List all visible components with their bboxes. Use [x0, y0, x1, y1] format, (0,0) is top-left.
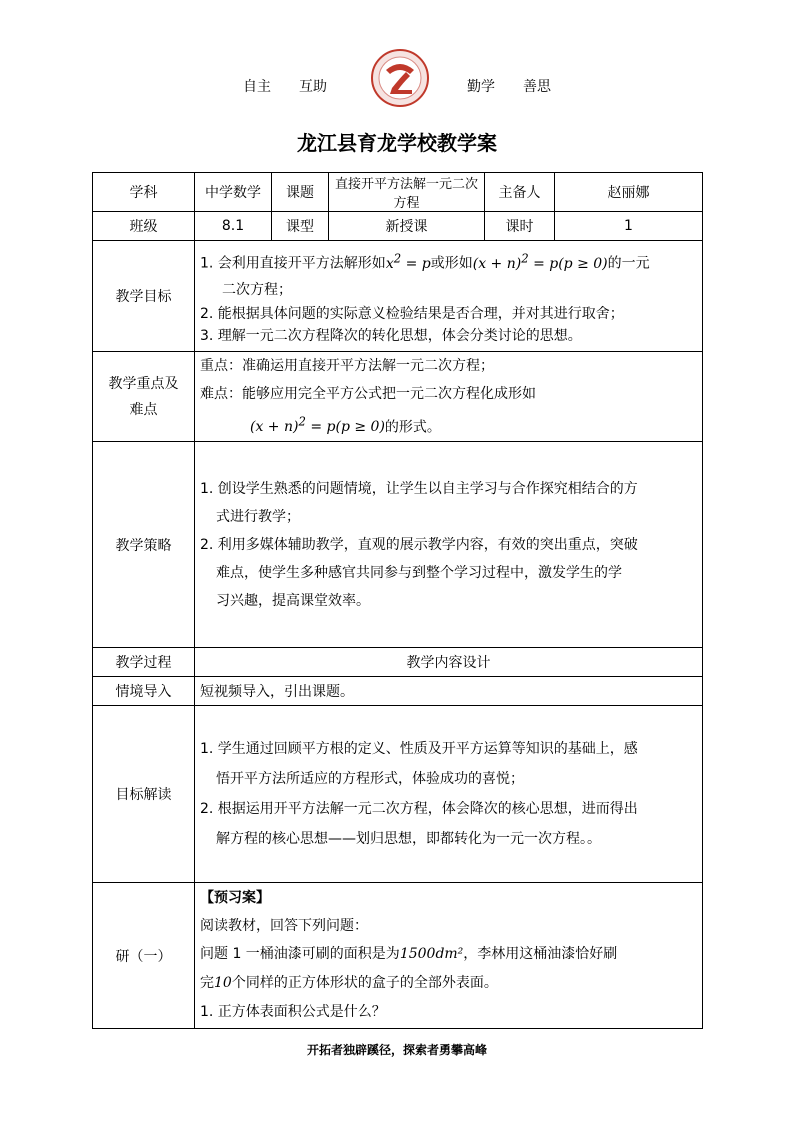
grade-value: 8.1 [195, 212, 272, 241]
strategy-line-2: 式进行教学； [216, 508, 300, 525]
header-motto-3: 勤学 [467, 79, 495, 95]
goal-line-1: 1. 会利用直接开平方法解形如$x^2 = p$或形如$(x + n)^2 = p(p \ge 0)$的一元 [200, 251, 650, 272]
goals-content [195, 241, 703, 352]
intro-label: 情境导入 [93, 677, 195, 706]
period-value: 1 [555, 212, 703, 241]
key-points-content [195, 351, 703, 442]
goal-line-1-cont: 二次方程； [222, 281, 292, 298]
strategy-line-1: 1. 创设学生熟悉的问题情境，让学生以自主学习与合作探究相结合的方 [200, 480, 638, 497]
footer-motto: 开拓者独辟蹊径，探索者勇攀高峰 [306, 1043, 487, 1057]
study-line-1: 阅读教材，回答下列问题： [200, 918, 368, 935]
school-seal-icon [370, 48, 430, 108]
strategy-line-3: 2. 利用多媒体辅助教学，直观的展示教学内容，有效的突出重点，突破 [200, 536, 638, 553]
interpret-line-1: 1. 学生通过回顾平方根的定义、性质及开平方运算等知识的基础上，感 [200, 741, 638, 758]
equation-x2-eq-p: $x^2 = p$ [385, 251, 431, 272]
interpret-line-2: 悟开平方法所适应的方程形式，体验成功的喜悦； [216, 771, 524, 788]
process-label: 教学过程 [93, 648, 195, 677]
header-motto-4: 善思 [523, 79, 551, 95]
grade-label: 班级 [93, 212, 195, 241]
interpret-line-3: 2. 根据运用开平方法解一元二次方程，体会降次的核心思想，进而得出 [200, 801, 638, 818]
intro-row [93, 677, 703, 706]
interpret-content [195, 706, 703, 883]
strategy-line-5: 习兴趣，提高课堂效率。 [216, 592, 370, 609]
key-points-label: 教学重点及 难点 [93, 351, 195, 442]
key-line-3: $(x + n)^2 = p(p \ge 0)$的形式。 [250, 414, 441, 436]
interpret-label: 目标解读 [93, 706, 195, 883]
period-label: 课时 [485, 212, 555, 241]
strategy-row [93, 442, 703, 648]
lead-value: 赵丽娜 [555, 173, 703, 212]
goal-line-3: 3. 理解一元二次方程降次的转化思想，体会分类讨论的思想。 [200, 327, 582, 344]
type-label: 课型 [272, 212, 329, 241]
topic-label: 课题 [272, 173, 329, 212]
goal-line-2: 2. 能根据具体问题的实际意义检验结果是否合理，并对其进行取舍； [200, 305, 624, 322]
goals-row [93, 241, 703, 352]
interpret-line-4: 解方程的核心思想——划归思想，即都转化为一元一次方程。。 [216, 831, 601, 848]
type-value: 新授课 [329, 212, 485, 241]
study-heading: 【预习案】 [200, 890, 270, 907]
subject-value: 中学数学 [195, 173, 272, 212]
equation-x-plus-n-squared: $(x + n)^2 = p(p \ge 0)$ [472, 251, 608, 272]
info-row-1 [93, 173, 703, 212]
info-row-2 [93, 212, 703, 241]
topic-value: 直接开平方法解一元二次方程 [329, 173, 485, 212]
equation-x-plus-n-squared-2: $(x + n)^2 = p(p \ge 0)$ [250, 414, 385, 436]
header-motto-1: 自主 [243, 79, 271, 95]
process-content: 教学内容设计 [195, 648, 703, 677]
document-title: 龙江县育龙学校教学案 [297, 131, 497, 155]
intro-content: 短视频导入，引出课题。 [195, 677, 703, 706]
strategy-line-4: 难点，使学生多种感官共同参与到整个学习过程中，激发学生的学 [216, 564, 622, 581]
area-value: 1500dm² [399, 946, 464, 963]
lesson-plan-table [92, 172, 703, 1029]
key-points-row [93, 351, 703, 442]
strategy-content [195, 442, 703, 648]
lead-label: 主备人 [485, 173, 555, 212]
key-line-1: 重点：准确运用直接开平方法解一元二次方程； [200, 357, 494, 374]
study-line-4: 1. 正方体表面积公式是什么？ [200, 1004, 386, 1021]
interpret-row [93, 706, 703, 883]
goals-label: 教学目标 [93, 241, 195, 352]
strategy-label: 教学策略 [93, 442, 195, 648]
process-row [93, 648, 703, 677]
key-line-2: 难点：能够应用完全平方公式把一元二次方程化成形如 [200, 385, 536, 402]
study-question-1: 问题 1 一桶油漆可刷的面积是为1500dm²，李林用这桶油漆恰好刷 [200, 946, 618, 963]
subject-label: 学科 [93, 173, 195, 212]
study-content [195, 883, 703, 1029]
study-row [93, 883, 703, 1029]
study-label: 研（一） [93, 883, 195, 1029]
header-motto-2: 互助 [299, 79, 327, 95]
study-question-1-cont: 完10个同样的正方体形状的盒子的全部外表面。 [200, 975, 498, 992]
box-count: 10 [214, 975, 232, 992]
